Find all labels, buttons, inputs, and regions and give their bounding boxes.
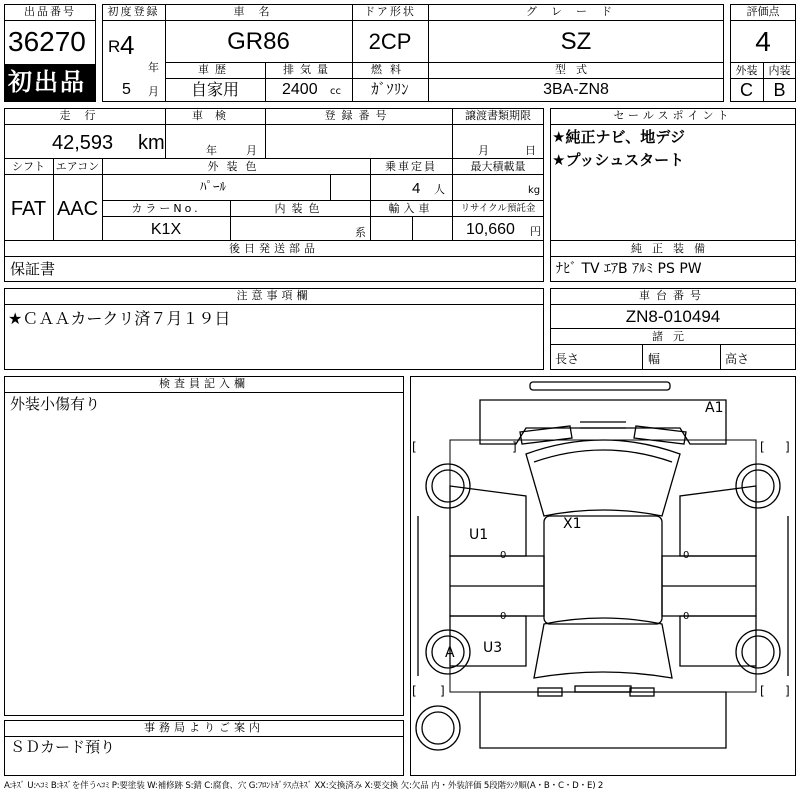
capacity: 4 [412, 180, 421, 197]
headlight-right [634, 426, 686, 444]
ac-label: エアコン [55, 160, 100, 173]
mileage: 42,593 [52, 132, 114, 154]
era-letter: R [108, 37, 121, 56]
exterior-label: 外装 [735, 64, 758, 77]
door-label: ドア形状 [364, 5, 416, 18]
damage-mark: A [445, 645, 455, 661]
year-unit: 年 [148, 61, 159, 74]
displacement-unit: cc [330, 86, 341, 97]
cabin-roof [544, 516, 662, 624]
roof-strip [530, 382, 670, 390]
later-parts-label: 後日発送部品 [229, 242, 319, 255]
dimensions-label: 諸元 [652, 330, 694, 343]
color: ﾊﾟｰﾙ [200, 180, 226, 195]
max-load-label: 最大積載量 [470, 160, 526, 173]
bracket-left: [ [412, 684, 417, 698]
interior-label: 内装 [768, 64, 791, 77]
later-parts: 保証書 [10, 260, 56, 278]
model-label: 型式 [555, 63, 597, 76]
zero-mark: 0 [683, 611, 690, 622]
ac: AAC [56, 198, 99, 220]
fuel-label: 燃料 [371, 63, 409, 76]
equipment-label: 純正装備 [631, 242, 715, 255]
sales-point-item: ★純正ナビ、地デジ [552, 128, 685, 146]
sales-points-label: セールスポイント [613, 109, 733, 122]
history-label: 車歴 [198, 63, 232, 76]
equipment: ﾅﾋﾞ TV ｴｱB ｱﾙﾐ PS PW [556, 261, 702, 277]
shift: FAT [10, 198, 47, 220]
cabin-outline [526, 440, 680, 516]
capacity-unit: 人 [434, 183, 445, 196]
capacity-label: 乗車定員 [385, 160, 437, 173]
front-fender-left [450, 486, 526, 556]
windshield [534, 450, 672, 462]
bracket-right: ] [512, 440, 517, 454]
color-label: 外装色 [207, 160, 265, 173]
month-unit: 月 [148, 85, 159, 98]
rear-fender-right [680, 616, 756, 666]
bracket-left: [ [760, 684, 765, 698]
shift-label: シフト [12, 160, 45, 173]
reg-number-label: 登録番号 [324, 109, 393, 122]
car-diagram [410, 376, 796, 776]
mileage-label: 走行 [59, 109, 110, 122]
inspection-year-unit: 年 [206, 144, 217, 157]
interior-color-unit: 系 [355, 226, 366, 239]
transfer-day-unit: 日 [525, 144, 536, 157]
displacement: 2400 [282, 81, 318, 98]
grade: SZ [560, 28, 592, 55]
displacement-label: 排気量 [283, 63, 334, 76]
recycle-label: リサイクル預託金 [460, 203, 536, 214]
import-label: 輸入車 [388, 202, 434, 215]
damage-mark: X1 [563, 516, 582, 532]
mileage-unit: km [138, 132, 165, 154]
office-label: 事務局よりご案内 [144, 721, 264, 734]
grade-label: グレード [526, 5, 626, 18]
history: 自家用 [190, 80, 239, 99]
damage-mark: U3 [483, 640, 503, 656]
lot-number: 36270 [8, 26, 86, 57]
width-label: 幅 [648, 352, 661, 366]
headlight-left [520, 426, 572, 444]
rear-window [534, 618, 672, 678]
first-reg-label: 初度登録 [107, 5, 160, 18]
lot-number-label: 出品番号 [24, 5, 76, 18]
inspector-label: 検査員記入欄 [159, 377, 249, 390]
zero-mark: 0 [683, 550, 690, 561]
door-type: 2CP [368, 29, 412, 54]
score: 4 [755, 26, 771, 57]
color-no-label: カラーNo. [131, 202, 201, 215]
office-text: ＳＤカード預り [10, 738, 116, 756]
bracket-right: ] [785, 440, 790, 454]
inspector-box [4, 376, 404, 716]
bracket-left: [ [760, 440, 765, 454]
exterior-grade: C [740, 80, 753, 100]
legend: A:ｷｽﾞ U:ﾍｺﾐ B:ｷｽﾞを伴うﾍｺﾐ P:要塗装 W:補修跡 S:錆 C:腐食、穴 G:ﾌﾛﾝﾄｶﾞﾗｽ点ｷｽﾞ XX:交換済み X:要交換 欠:欠品 内・外装評価 5段階ﾗﾝｸ順(A・B・C・D・E) 2 [4, 781, 604, 791]
max-load-unit: kg [528, 185, 541, 196]
notes-label: 注意事項欄 [236, 289, 312, 302]
score-label: 評価点 [746, 5, 780, 18]
chassis-number: ZN8-010494 [625, 307, 721, 326]
sales-point-item: ★プッシュスタート [552, 151, 685, 169]
bracket-right: ] [785, 684, 790, 698]
reg-year: 4 [120, 30, 135, 60]
inspection-label: 車検 [192, 109, 238, 122]
length-label: 長さ [555, 352, 580, 366]
rear-outline [480, 692, 726, 748]
zero-mark: 0 [500, 550, 507, 561]
recycle-unit: 円 [530, 225, 541, 238]
interior-grade: B [773, 80, 786, 100]
interior-color-label: 内装色 [274, 202, 326, 215]
recycle-amount: 10,660 [466, 221, 515, 238]
color-no: K1X [150, 221, 182, 238]
front-fender-right [680, 486, 756, 556]
damage-mark: U1 [469, 527, 489, 543]
damage-mark: A1 [705, 400, 724, 416]
first-listing-text: 初出品 [8, 68, 86, 96]
inspector-text: 外装小傷有り [10, 395, 101, 413]
transfer-month-unit: 月 [478, 144, 489, 157]
notes-text: ★ＣＡＡカークリ済７月１９日 [8, 309, 231, 328]
bracket-left: [ [412, 440, 417, 454]
bracket-right: ] [440, 684, 445, 698]
chassis-label: 車台番号 [639, 289, 707, 302]
car-name-label: 車名 [233, 5, 284, 18]
height-label: 高さ [725, 352, 750, 366]
fuel: ｶﾞｿﾘﾝ [371, 80, 409, 98]
reg-month: 5 [122, 81, 131, 98]
transfer-deadline-label: 譲渡書類期限 [465, 109, 531, 122]
zero-mark: 0 [500, 611, 507, 622]
model-code: 3BA-ZN8 [543, 81, 609, 98]
car-name: GR86 [227, 28, 290, 55]
inspection-month-unit: 月 [246, 144, 257, 157]
